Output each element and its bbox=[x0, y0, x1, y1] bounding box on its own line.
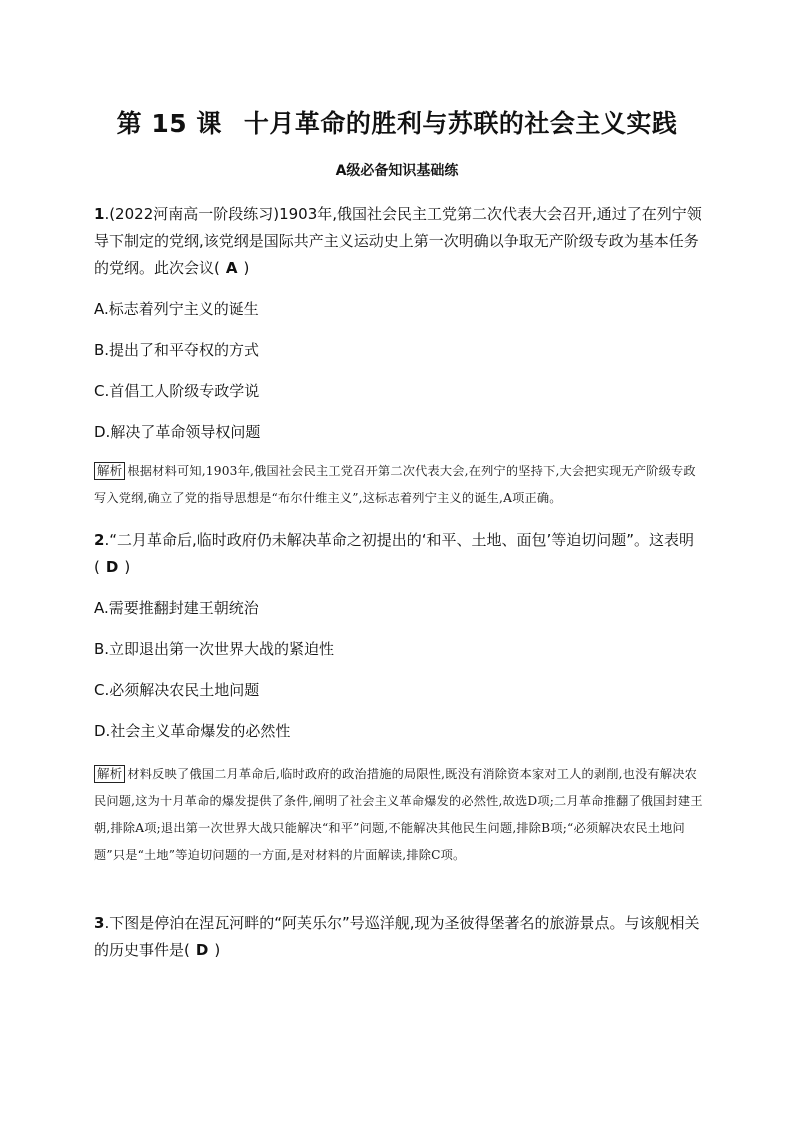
analysis-tag: 解析 bbox=[94, 462, 125, 480]
question-text-end: ) bbox=[124, 558, 131, 576]
answer-letter: D bbox=[195, 941, 209, 959]
question-1-option-a: A.标志着列宁主义的诞生 bbox=[94, 300, 259, 318]
question-text: .“二月革命后,临时政府仍未解决革命之初提出的‘和平、土地、面包’等迫切问题”。这表明 ( bbox=[94, 531, 695, 576]
answer-letter: A bbox=[225, 259, 238, 277]
question-text: .下图是停泊在涅瓦河畔的“阿芙乐尔”号巡洋舰,现为圣彼得堡著名的旅游景点。与该舰相关的历史事件是( bbox=[94, 914, 700, 959]
question-1-option-d: D.解决了革命领导权问题 bbox=[94, 423, 261, 441]
question-2-stem bbox=[94, 527, 704, 581]
question-number: 2 bbox=[94, 531, 105, 549]
lesson-title bbox=[0, 104, 794, 140]
question-2-option-c: C.必须解决农民土地问题 bbox=[94, 681, 260, 699]
question-2-option-d: D.社会主义革命爆发的必然性 bbox=[94, 722, 291, 740]
analysis-tag: 解析 bbox=[94, 765, 125, 783]
question-1-stem bbox=[94, 201, 704, 282]
question-1-option-c: C.首倡工人阶级专政学说 bbox=[94, 382, 260, 400]
question-text-end: ) bbox=[243, 259, 250, 277]
section-heading: A级必备知识基础练 bbox=[335, 163, 459, 179]
question-number: 3 bbox=[94, 914, 105, 932]
question-number: 1 bbox=[94, 205, 105, 223]
question-text-end: ) bbox=[214, 941, 221, 959]
question-2-option-a: A.需要推翻封建王朝统治 bbox=[94, 599, 259, 617]
question-2-option-b: B.立即退出第一次世界大战的紧迫性 bbox=[94, 640, 335, 658]
question-text: .(2022河南高一阶段练习)1903年,俄国社会民主工党第二次代表大会召开,通过了在列宁领导下制定的党纲,该党纲是国际共产主义运动史上第一次明确以争取无产阶级专政为基本任务的党纲。此次会议( bbox=[94, 205, 702, 277]
question-1-option-b: B.提出了和平夺权的方式 bbox=[94, 341, 260, 359]
question-3-stem bbox=[94, 910, 704, 964]
lesson-number: 第 15 课 bbox=[116, 109, 222, 138]
question-2-analysis bbox=[94, 761, 704, 869]
analysis-text: 材料反映了俄国二月革命后,临时政府的政治措施的局限性,既没有消除资本家对工人的剥削,也没有解决农民问题,这为十月革命的爆发提供了条件,阐明了社会主义革命爆发的必然性,故选D项;二月革命推翻了俄国封建王朝,排除A项;退出第一次世界大战只能解决“和平”问题,不能解决其他民生问题,排除B项;“必须解决农民土地问题”只是“土地”等迫切问题的一方面,是对材料的片面解读,排除C项。 bbox=[94, 767, 703, 862]
answer-letter: D bbox=[105, 558, 119, 576]
lesson-name: 十月革命的胜利与苏联的社会主义实践 bbox=[243, 109, 678, 138]
question-1-analysis bbox=[94, 458, 704, 512]
analysis-text: 根据材料可知,1903年,俄国社会民主工党召开第二次代表大会,在列宁的坚持下,大会把实现无产阶级专政写入党纲,确立了党的指导思想是“布尔什维主义”,这标志着列宁主义的诞生,A项正确。 bbox=[94, 464, 696, 505]
